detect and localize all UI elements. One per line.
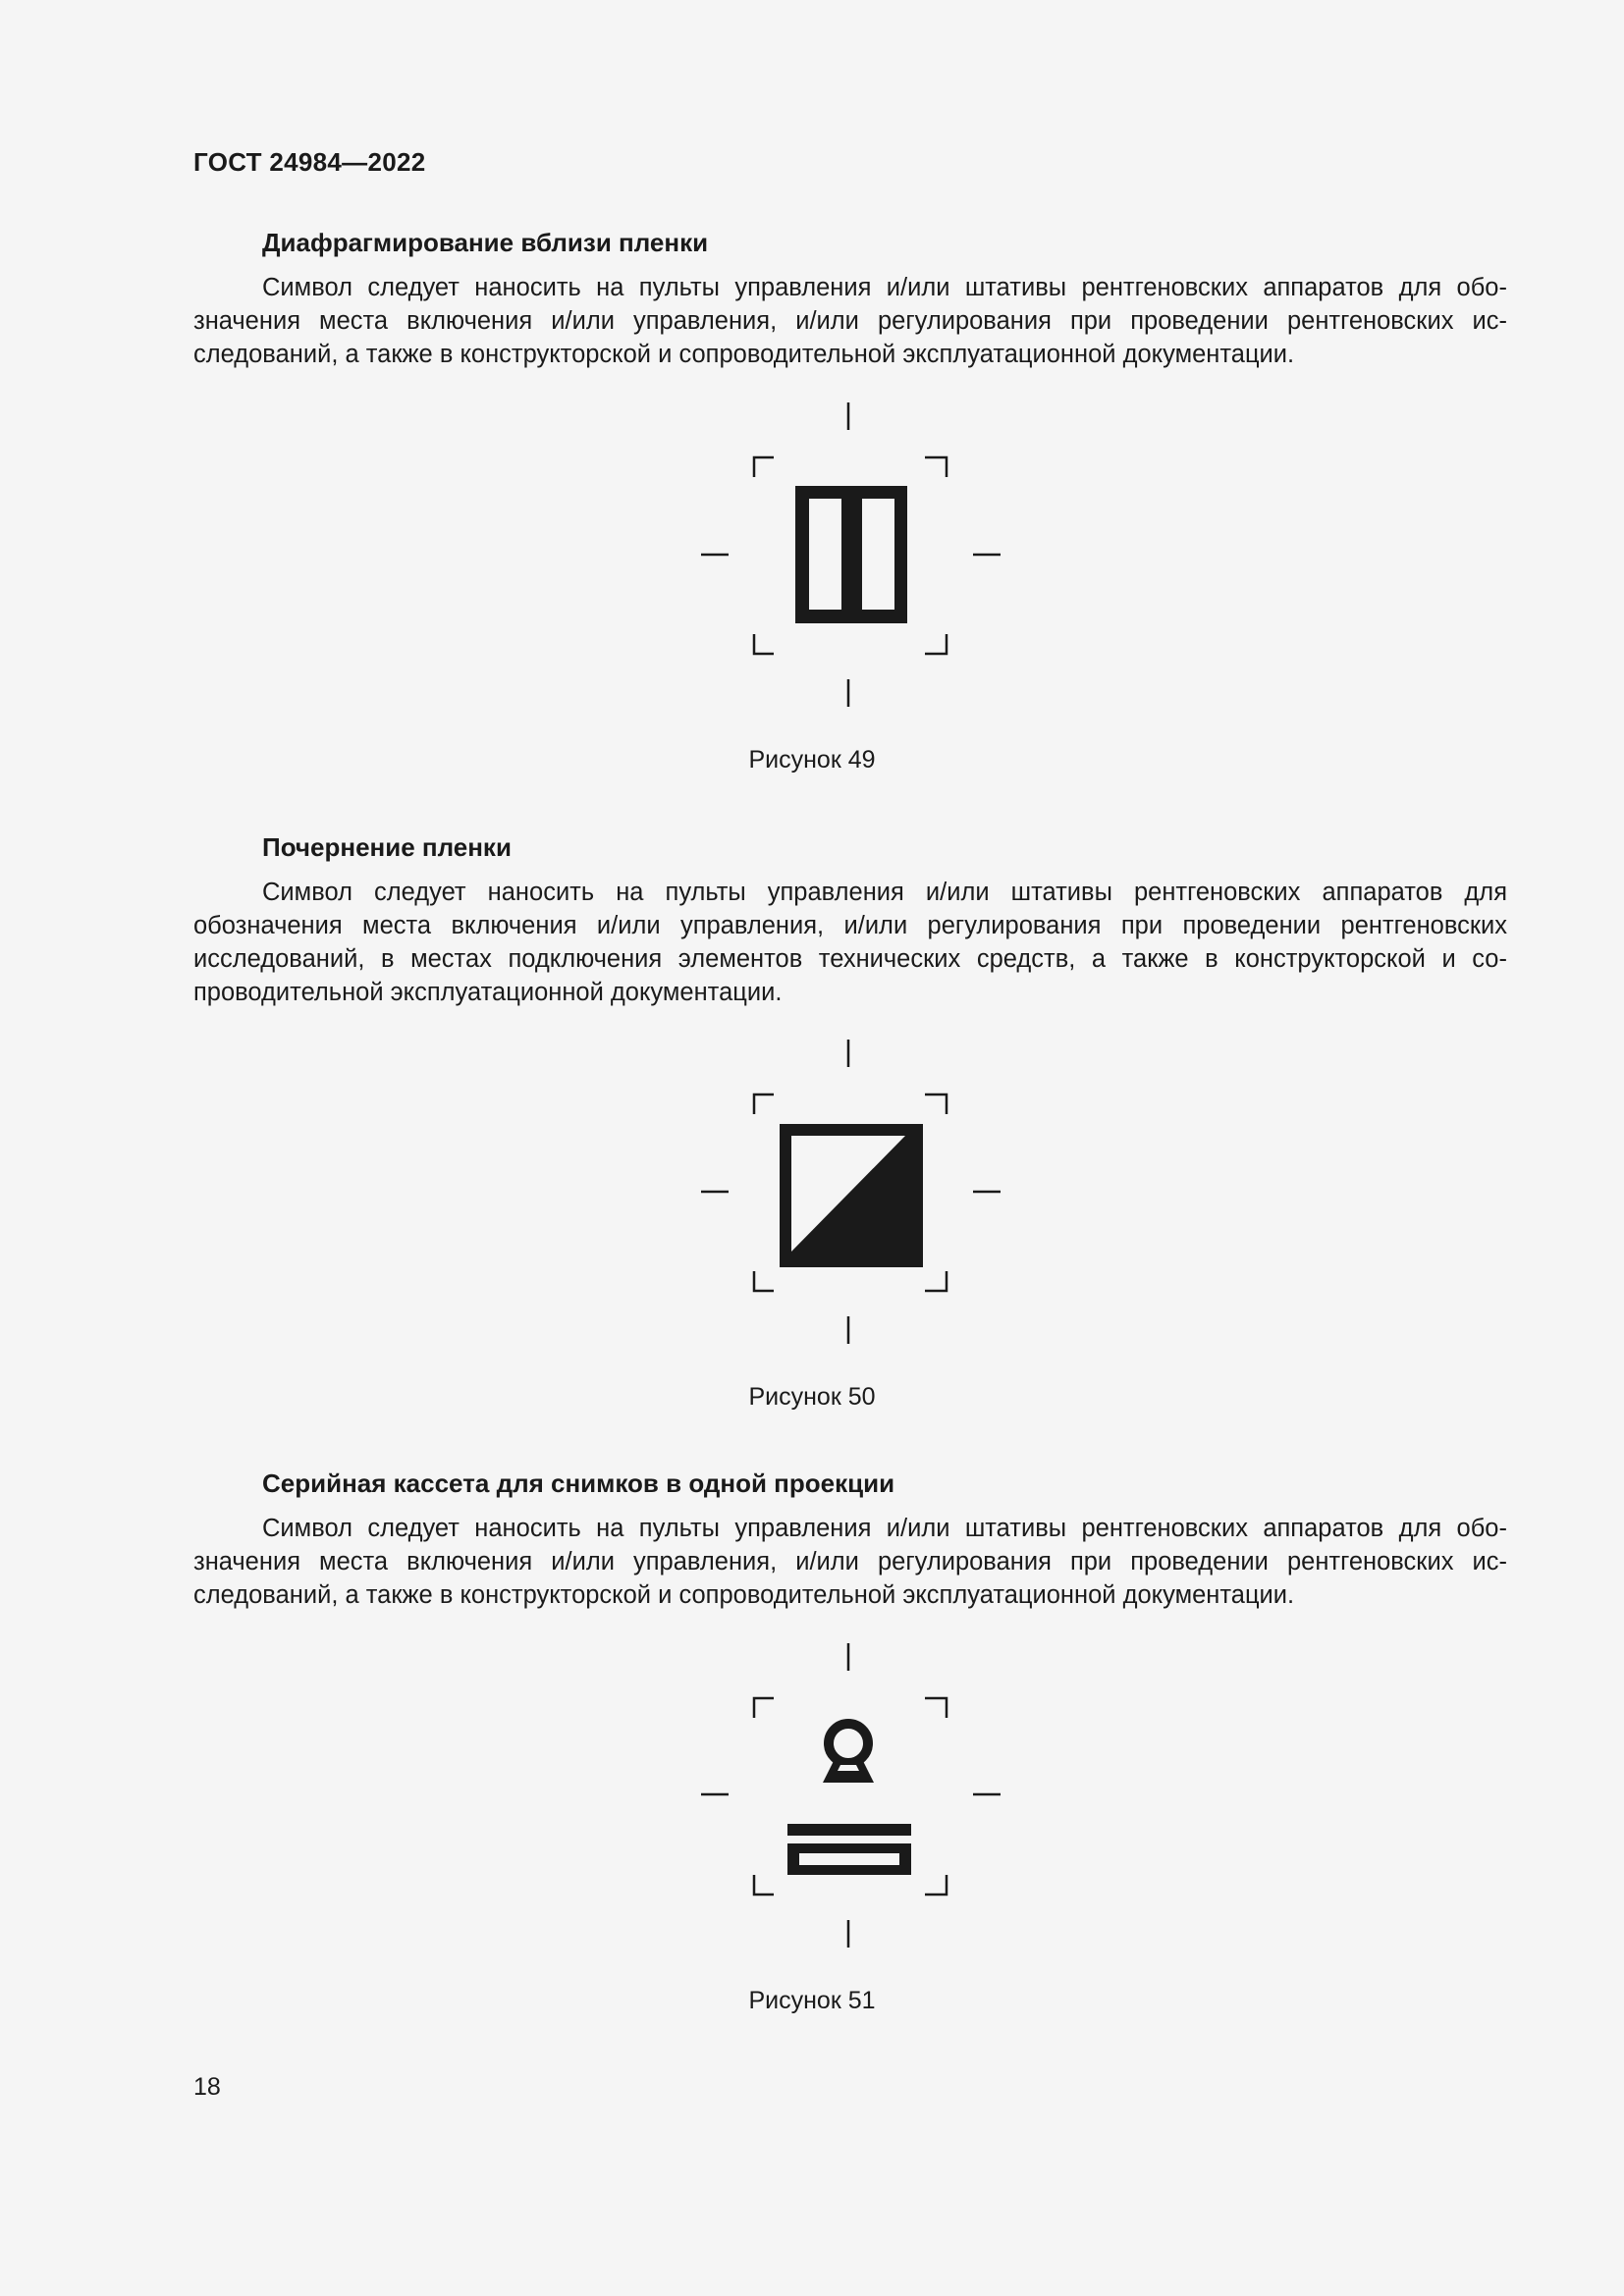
section-diaphragm	[193, 226, 1507, 371]
section-paragraph: Символ следует наносить на пульты управления и/или штативы рентгеновских аппаратов для обозначения места включения и/или управления, и/или регулирования при проведении рентгеновских исследований, а также в конструкторской и сопроводительной эксплуатационной документации.	[193, 1515, 1507, 1609]
document-header: ГОСТ 24984—2022	[193, 147, 426, 177]
section-title: Серийная кассета для снимков в одной проекции	[262, 1468, 895, 1498]
figure-50	[691, 1036, 1005, 1350]
figure-51	[691, 1639, 1005, 1953]
section-paragraph: Символ следует наносить на пульты управления и/или штативы рентгеновских аппаратов для обозначения места включения и/или управления, и/или регулирования при проведении рентгеновских исследований, а также в конструкторской и сопроводительной эксплуатационной документации.	[193, 274, 1507, 368]
figure-caption: Рисунок 51	[748, 1987, 876, 2014]
page-number: 18	[193, 2073, 221, 2101]
figure-caption: Рисунок 50	[748, 1383, 876, 1411]
film-blackening-icon	[691, 1036, 1005, 1350]
cassette-icon	[787, 1824, 911, 1875]
figure-49	[691, 399, 1005, 713]
section-serial-cassette	[193, 1467, 1507, 1612]
xray-tube-icon	[823, 1724, 874, 1783]
diaphragm-near-film-icon	[691, 399, 1005, 713]
figure-caption: Рисунок 49	[748, 746, 876, 774]
section-film-blackening	[193, 830, 1507, 1009]
section-paragraph: Символ следует наносить на пульты управления и/или штативы рентгеновских аппаратов для обозначения места включения и/или управления, и/или регулирования при проведении рентгеновских исследований, в местах подключения элементов технических средств, а также в конструкторской и сопроводительной эксплуатационной документации.	[193, 879, 1507, 1006]
serial-cassette-single-projection-icon	[691, 1639, 1005, 1953]
section-title: Диафрагмирование вблизи пленки	[262, 228, 709, 257]
section-title: Почернение пленки	[262, 832, 512, 862]
